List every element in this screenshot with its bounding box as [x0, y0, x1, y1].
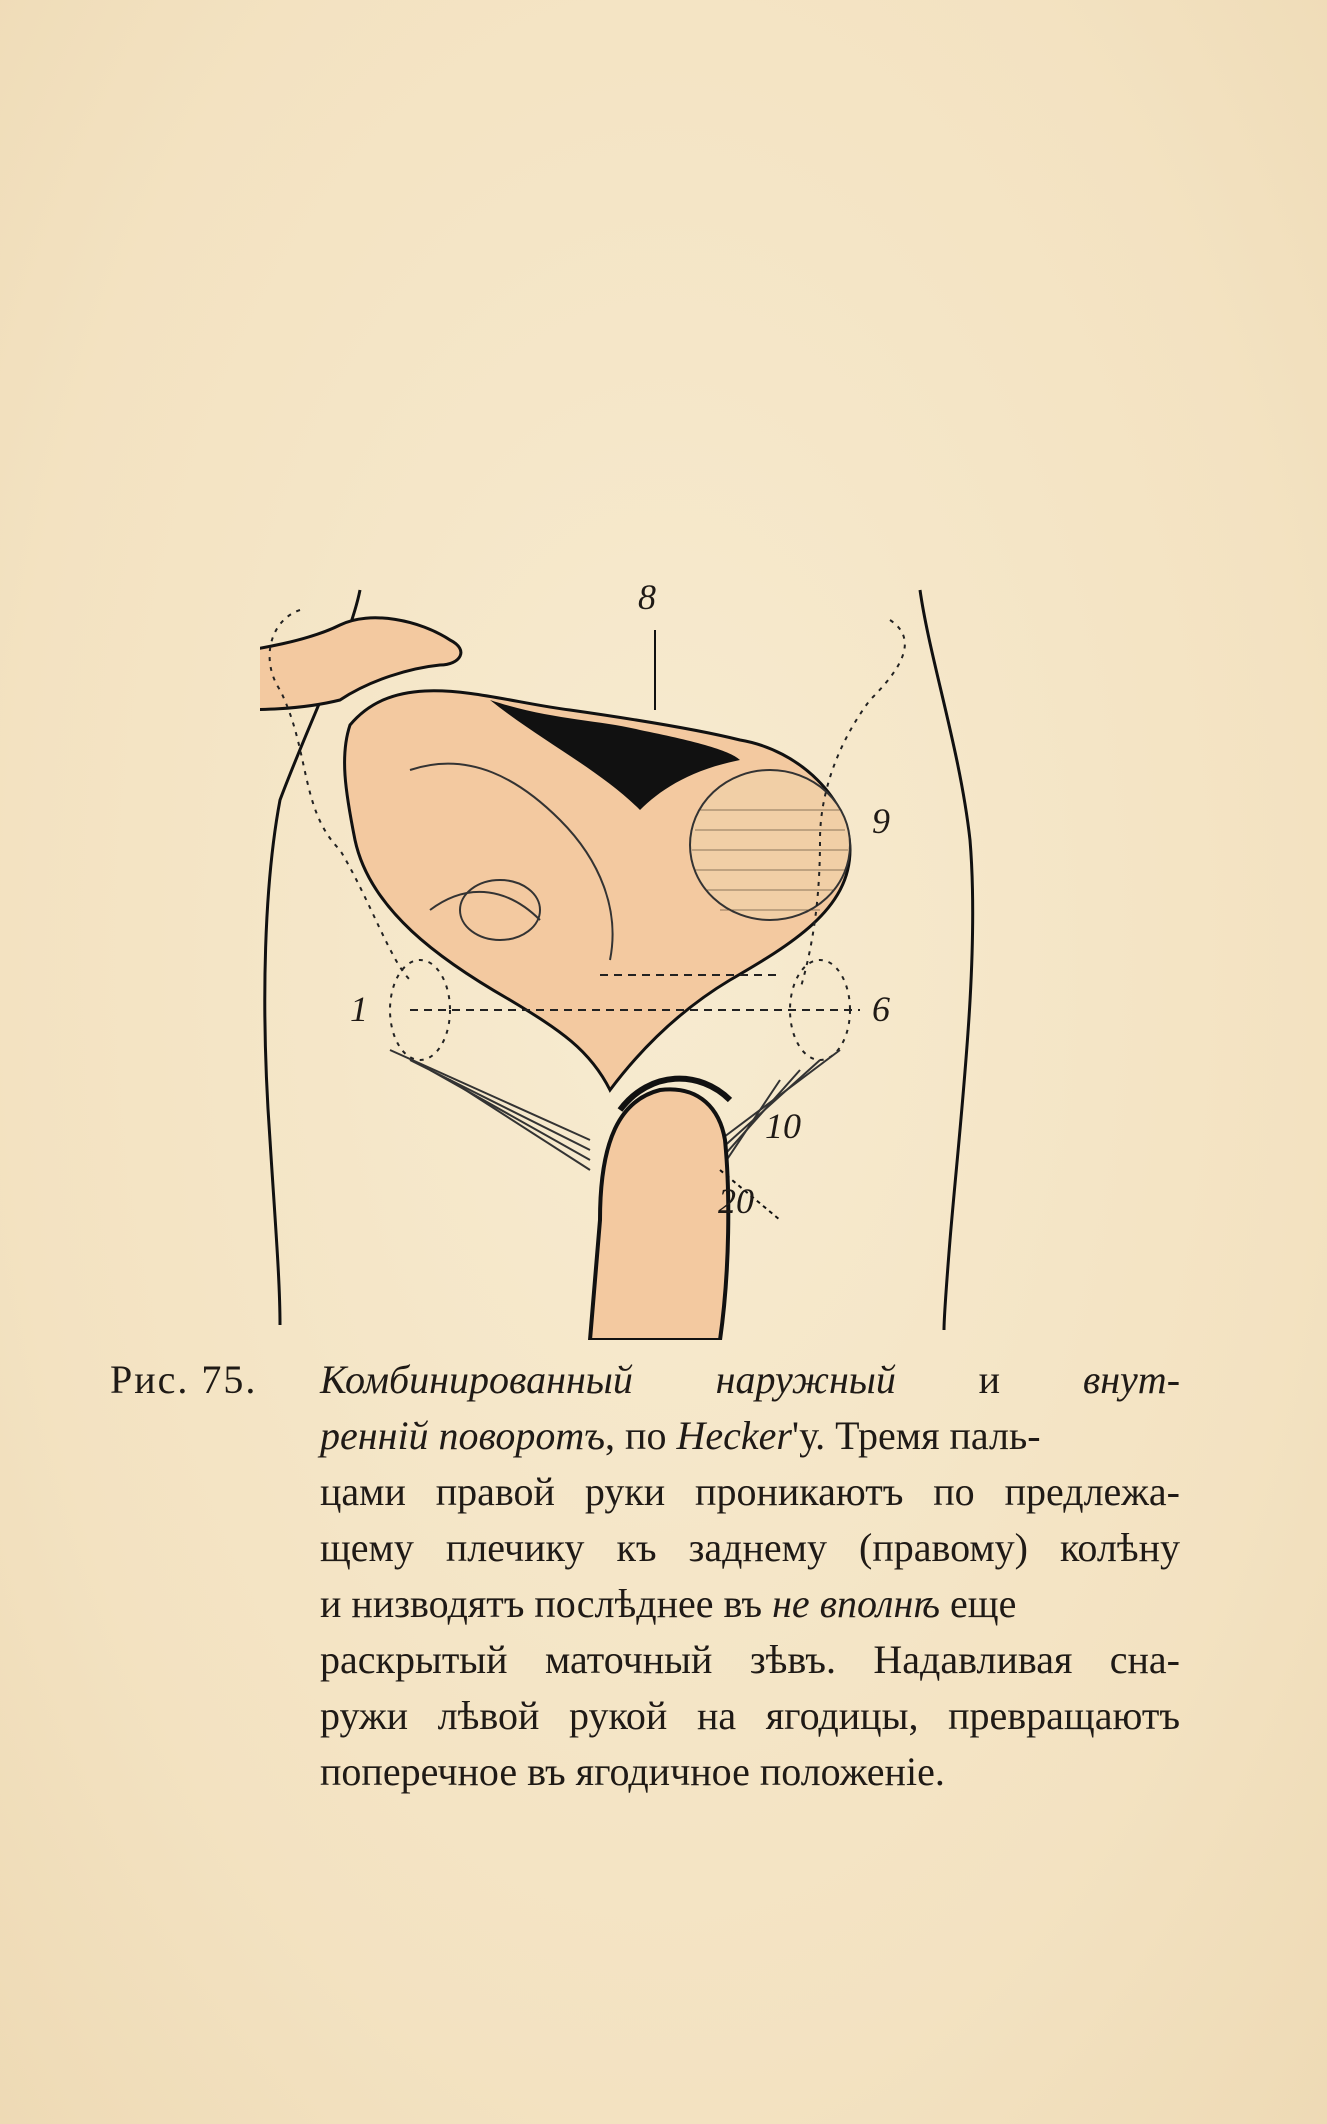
caption-line-5-start: и низводятъ послѣднее въ — [320, 1581, 773, 1626]
caption-line-5-text — [320, 1576, 1180, 1632]
caption-line-2 — [110, 1408, 1180, 1464]
caption-line-5-end: еще — [940, 1581, 1017, 1626]
caption-line-6 — [110, 1632, 1180, 1688]
caption-author: Hecker — [676, 1413, 792, 1458]
fetal-head — [690, 770, 850, 920]
caption-line-8 — [110, 1744, 1180, 1800]
label-10: 10 — [765, 1106, 801, 1146]
illustration-svg — [260, 580, 1020, 1340]
caption-term-external: наружный — [715, 1357, 896, 1402]
caption-line-3-text: цами правой руки проникаютъ по предлежа- — [320, 1469, 1180, 1514]
illustration-figure — [260, 577, 1020, 1340]
label-8: 8 — [638, 577, 656, 617]
caption-line-5 — [110, 1576, 1180, 1632]
label-6: 6 — [872, 989, 890, 1029]
caption-line-8-text: поперечное въ ягодичное положеніе. — [320, 1749, 945, 1794]
caption-by: , по — [605, 1413, 677, 1458]
figure-caption — [110, 1352, 1180, 1800]
caption-line-7-text: ружи лѣвой рукой на ягодицы, превращаютъ — [320, 1693, 1180, 1738]
caption-line-3 — [110, 1464, 1180, 1520]
caption-term-internal-start: внут- — [1082, 1357, 1181, 1402]
caption-line-1-text — [320, 1352, 1180, 1408]
caption-line-7 — [110, 1688, 1180, 1744]
caption-term-combined: Комбинированный — [320, 1357, 633, 1402]
caption-line-4-text: щему плечику къ заднему (правому) колѣну — [320, 1525, 1180, 1570]
label-1: 1 — [350, 989, 368, 1029]
perineum-hatching-left — [390, 1050, 590, 1170]
label-20: 20 — [718, 1181, 754, 1221]
caption-conjunction: и — [978, 1357, 1001, 1402]
label-9: 9 — [872, 801, 890, 841]
caption-line-4 — [110, 1520, 1180, 1576]
inserted-arm — [590, 1089, 728, 1340]
body-outline-right — [920, 590, 973, 1330]
caption-line-2-text — [320, 1408, 1180, 1464]
caption-line-6-text: раскрытый маточный зѣвъ. Надавливая сна- — [320, 1637, 1180, 1682]
caption-line-2-rest: 'у. Тремя паль- — [791, 1413, 1041, 1458]
caption-term-not-fully: не вполнѣ — [772, 1581, 941, 1626]
caption-figure-number: Рис. 75. — [110, 1357, 258, 1402]
caption-term-version: ренній поворотъ — [320, 1413, 606, 1458]
caption-line-1 — [110, 1352, 1180, 1408]
